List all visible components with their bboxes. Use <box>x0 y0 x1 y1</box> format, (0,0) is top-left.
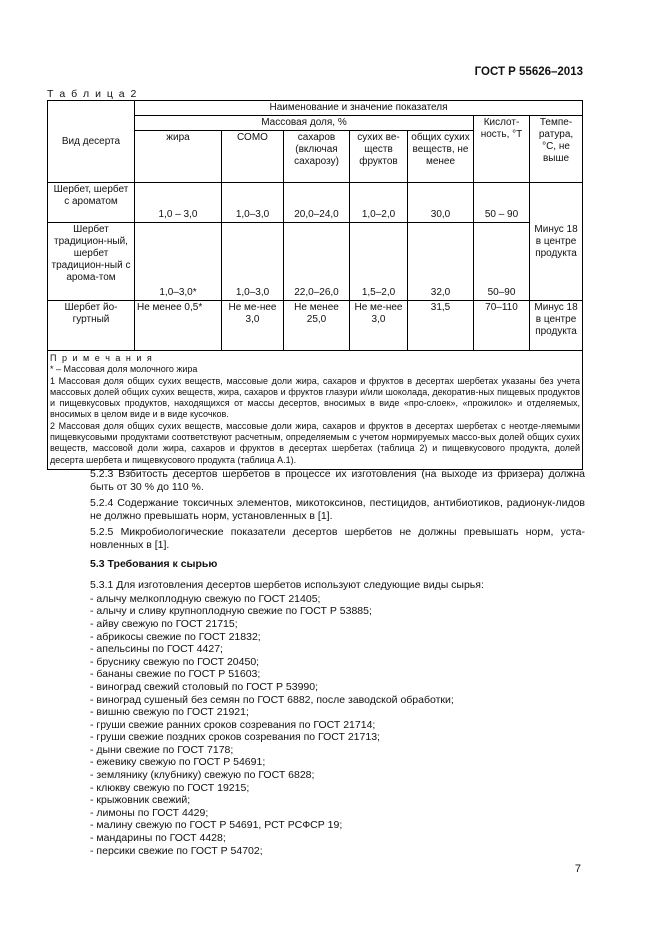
note-2: 2 Массовая доля общих сухих веществ, массовые доли жира, сахаров и фруктов в десертах шербетах с неотде-ляемыми пищевкусовыми продуктами соответствуют расчетным, определяемым с учетом нормируемых массо-вых долей общих сухих веществ, массовой доли жира, сахаров и фруктов в десертах шербетах (таблица 2) и пищевкусового продукта, долей десерта шербета и пищевкусового продукта (таблица А.1). <box>50 420 581 465</box>
cell-solids: 31,5 <box>408 301 474 351</box>
notes-title: П р и м е ч а н и я <box>50 353 154 363</box>
list-item: - крыжовник свежий; <box>90 794 191 807</box>
cell-somo: 1,0–3,0 <box>222 223 284 301</box>
cell-acidity: 50–90 <box>474 223 530 301</box>
header-total-solids: общих сухих веществ, не менее <box>408 131 474 183</box>
table-row <box>48 223 583 301</box>
row-name: Шербет традицион-ный, шербет традицион-ный с арома-том <box>48 223 135 301</box>
note-1: 1 Массовая доля общих сухих веществ, массовые доли жира, сахаров и фруктов в десертах шербетах указаны без учета массовых долей общих сухих веществ, жира, сахаров и фруктов глазури и/или шоколада, декоратив-ных пищевых продуктов и пищевкусовых продуктов, находящихся от массы десертов, вносимых в виде «про-слоек», «прожилок» и отделяемых, вносимых в целом виде и в виде кусочков. <box>50 375 581 420</box>
list-item: - мандарины по ГОСТ 4428; <box>90 832 226 845</box>
header-temperature: Темпе-ратура, °С, не выше <box>530 116 583 183</box>
list-item: - виноград сушеный без семян по ГОСТ 6882, после заводской обработки; <box>90 693 454 706</box>
list-item: - апельсины по ГОСТ 4427; <box>90 643 223 656</box>
raw-materials-list <box>90 593 585 857</box>
list-item: - клюкву свежую по ГОСТ 19215; <box>90 781 250 794</box>
list-item: - абрикосы свежие по ГОСТ 21832; <box>90 630 261 643</box>
note-star: * – Массовая доля молочного жира <box>50 364 198 375</box>
cell-acidity: 50 – 90 <box>474 183 530 223</box>
cell-sugar: 20,0–24,0 <box>284 183 350 223</box>
table-label: Т а б л и ц а 2 <box>47 88 138 100</box>
header-fruit-solids: сухих ве-ществ фруктов <box>350 131 408 183</box>
list-item: - дыни свежие по ГОСТ 7178; <box>90 743 234 756</box>
cell-solids: 30,0 <box>408 183 474 223</box>
header-dessert-type: Вид десерта <box>48 101 135 183</box>
table-row <box>48 301 583 351</box>
table-notes <box>48 351 583 470</box>
section-heading-5-3: 5.3 Требования к сырью <box>90 557 218 570</box>
paragraph-5-2-3: 5.2.3 Взбитость десертов шербетов в процессе их изготовления (на выходе из фризера) должна быть от 30 % до 110 %. <box>90 468 585 493</box>
list-item: - лимоны по ГОСТ 4429; <box>90 806 209 819</box>
cell-acidity: 70–110 <box>474 301 530 351</box>
cell-fruit: Не ме-нее 3,0 <box>350 301 408 351</box>
paragraph-5-2-5: 5.2.5 Микробиологические показатели десертов шербетов не должны превышать норм, уста-новленных в [1]. <box>90 526 585 551</box>
list-item: - алычу мелкоплодную свежую по ГОСТ 21405; <box>90 592 321 605</box>
cell-temperature: Минус 18 в центре продукта <box>530 301 583 351</box>
requirements-table <box>47 100 583 470</box>
cell-fruit: 1,5–2,0 <box>350 223 408 301</box>
paragraph-5-2-4: 5.2.4 Содержание токсичных элементов, микотоксинов, пестицидов, антибиотиков, радионук-лидов не должно превышать норм, установленных в [1]. <box>90 497 585 522</box>
table-row <box>48 183 583 223</box>
page-number: 7 <box>574 863 581 875</box>
list-item: - груши свежие ранних сроков созревания по ГОСТ 21714; <box>90 718 376 731</box>
cell-somo: 1,0–3,0 <box>222 183 284 223</box>
row-name: Шербет йо-гуртный <box>48 301 135 351</box>
header-somo: СОМО <box>222 131 284 183</box>
paragraph-5-3-1: 5.3.1 Для изготовления десертов шербетов используют следующие виды сырья: <box>90 579 484 592</box>
list-item: - персики свежие по ГОСТ Р 54702; <box>90 844 263 857</box>
list-item: - вишню свежую по ГОСТ 21921; <box>90 706 249 719</box>
list-item: - алычу и сливу крупноплодную свежие по ГОСТ Р 53885; <box>90 605 372 618</box>
header-acidity: Кислот-ность, °Т <box>474 116 530 183</box>
cell-temperature: Минус 18 в центре продукта <box>530 183 583 301</box>
cell-fat: 1,0 – 3,0 <box>135 183 222 223</box>
cell-fat: 1,0–3,0* <box>135 223 222 301</box>
cell-fat: Не менее 0,5* <box>135 301 222 351</box>
list-item: - бруснику свежую по ГОСТ 20450; <box>90 655 260 668</box>
list-item: - груши свежие поздних сроков созревания по ГОСТ 21713; <box>90 731 380 744</box>
row-name: Шербет, шербет с ароматом <box>48 183 135 223</box>
list-item: - бананы свежие по ГОСТ Р 51603; <box>90 668 261 681</box>
cell-fruit: 1,0–2,0 <box>350 183 408 223</box>
header-mass-fraction: Массовая доля, % <box>135 116 474 131</box>
list-item: - айву свежую по ГОСТ 21715; <box>90 617 238 630</box>
list-item: - виноград свежий столовый по ГОСТ Р 53990; <box>90 680 319 693</box>
cell-sugar: Не менее 25,0 <box>284 301 350 351</box>
header-indicator-group: Наименование и значение показателя <box>135 101 583 116</box>
list-item: - землянику (клубнику) свежую по ГОСТ 6828; <box>90 769 315 782</box>
cell-sugar: 22,0–26,0 <box>284 223 350 301</box>
cell-solids: 32,0 <box>408 223 474 301</box>
header-sugar: сахаров (включая сахарозу) <box>284 131 350 183</box>
list-item: - ежевику свежую по ГОСТ Р 54691; <box>90 756 266 769</box>
body-text <box>90 468 585 857</box>
cell-somo: Не ме-нее 3,0 <box>222 301 284 351</box>
header-fat: жира <box>135 131 222 183</box>
document-id: ГОСТ Р 55626–2013 <box>474 66 583 78</box>
list-item: - малину свежую по ГОСТ Р 54691, РСТ РСФСР 19; <box>90 819 343 832</box>
